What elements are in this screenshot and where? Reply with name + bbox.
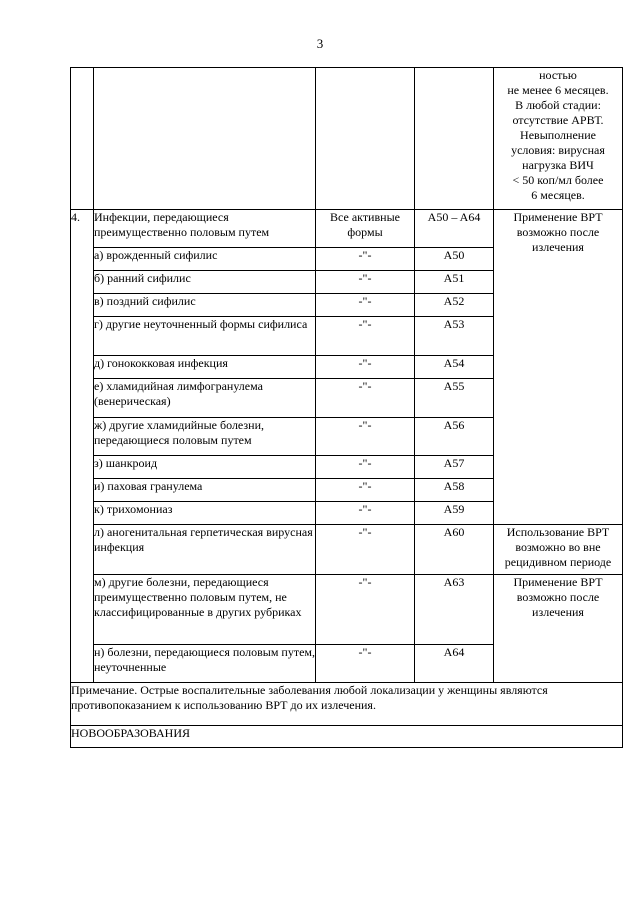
- disease-stage: -"-: [316, 317, 415, 356]
- disease-code: A51: [415, 271, 494, 294]
- note-line: ностью: [539, 68, 577, 82]
- group-name: Инфекции, передающиеся преимущественно половым путем: [94, 210, 316, 248]
- table-row: [71, 575, 623, 645]
- table-row-group: [71, 210, 623, 248]
- disease-name: з) шанкроид: [94, 456, 316, 479]
- number-cell: [71, 68, 94, 210]
- disease-name: в) поздний сифилис: [94, 294, 316, 317]
- contraindications-table: [70, 67, 623, 748]
- disease-stage: -"-: [316, 379, 415, 418]
- disease-code: A53: [415, 317, 494, 356]
- group-note: Применение ВРТ возможно после излечения: [494, 210, 623, 525]
- disease-stage: -"-: [316, 525, 415, 575]
- group-number: 4.: [71, 210, 94, 683]
- disease-code: A50: [415, 248, 494, 271]
- disease-name: ж) другие хламидийные болезни, передающиеся половым путем: [94, 418, 316, 456]
- note-line: нагрузка ВИЧ: [522, 158, 594, 172]
- note-line: не менее 6 месяцев.: [507, 83, 609, 97]
- disease-code: A60: [415, 525, 494, 575]
- section-heading: НОВООБРАЗОВАНИЯ: [71, 726, 623, 748]
- disease-code: A52: [415, 294, 494, 317]
- note-line: Невыполнение: [520, 128, 596, 142]
- disease-stage: -"-: [316, 356, 415, 379]
- note-cell: [494, 68, 623, 210]
- disease-stage: -"-: [316, 294, 415, 317]
- note-line: < 50 коп/мл более: [512, 173, 604, 187]
- disease-stage: -"-: [316, 418, 415, 456]
- disease-code: A63: [415, 575, 494, 645]
- disease-stage: -"-: [316, 271, 415, 294]
- note-line: отсутствие АРВТ.: [512, 113, 604, 127]
- code-cell: [415, 68, 494, 210]
- disease-code: A64: [415, 645, 494, 683]
- page-number: 3: [316, 36, 324, 51]
- group-note: Применение ВРТ возможно после излечения: [494, 575, 623, 683]
- note-line: В любой стадии:: [515, 98, 601, 112]
- table-row-continuation: [71, 68, 623, 210]
- disease-stage: -"-: [316, 502, 415, 525]
- disease-code: A57: [415, 456, 494, 479]
- note-line: условия: вирусная: [511, 143, 605, 157]
- group-stage: Все активные формы: [316, 210, 415, 248]
- disease-code: A58: [415, 479, 494, 502]
- disease-name: м) другие болезни, передающиеся преимущественно половым путем, не классифицированные в других рубриках: [94, 575, 316, 645]
- disease-stage: -"-: [316, 575, 415, 645]
- disease-name: а) врожденный сифилис: [94, 248, 316, 271]
- stage-cell: [316, 68, 415, 210]
- note-line: 6 месяцев.: [531, 188, 585, 202]
- disease-code: A55: [415, 379, 494, 418]
- name-cell: [94, 68, 316, 210]
- disease-code: A56: [415, 418, 494, 456]
- disease-name: б) ранний сифилис: [94, 271, 316, 294]
- disease-name: л) аногенитальная герпетическая вирусная инфекция: [94, 525, 316, 575]
- disease-stage: -"-: [316, 479, 415, 502]
- disease-stage: -"-: [316, 645, 415, 683]
- disease-code: A54: [415, 356, 494, 379]
- disease-name: г) другие неуточненный формы сифилиса: [94, 317, 316, 356]
- table-row: [71, 525, 623, 575]
- table-row-section: [71, 726, 623, 748]
- disease-name: е) хламидийная лимфогранулема (венерическая): [94, 379, 316, 418]
- disease-name: д) гонококковая инфекция: [94, 356, 316, 379]
- disease-stage: -"-: [316, 248, 415, 271]
- table-row-footnote: [71, 683, 623, 726]
- disease-name: н) болезни, передающиеся половым путем, неуточненные: [94, 645, 316, 683]
- disease-code: A59: [415, 502, 494, 525]
- footnote: Примечание. Острые воспалительные заболевания любой локализации у женщины являются противопоказанием к использованию ВРТ до их излечения.: [71, 683, 623, 726]
- disease-stage: -"-: [316, 456, 415, 479]
- group-note: Использование ВРТ возможно во вне рецидивном периоде: [494, 525, 623, 575]
- group-code: A50 – A64: [415, 210, 494, 248]
- disease-name: и) паховая гранулема: [94, 479, 316, 502]
- disease-name: к) трихомониаз: [94, 502, 316, 525]
